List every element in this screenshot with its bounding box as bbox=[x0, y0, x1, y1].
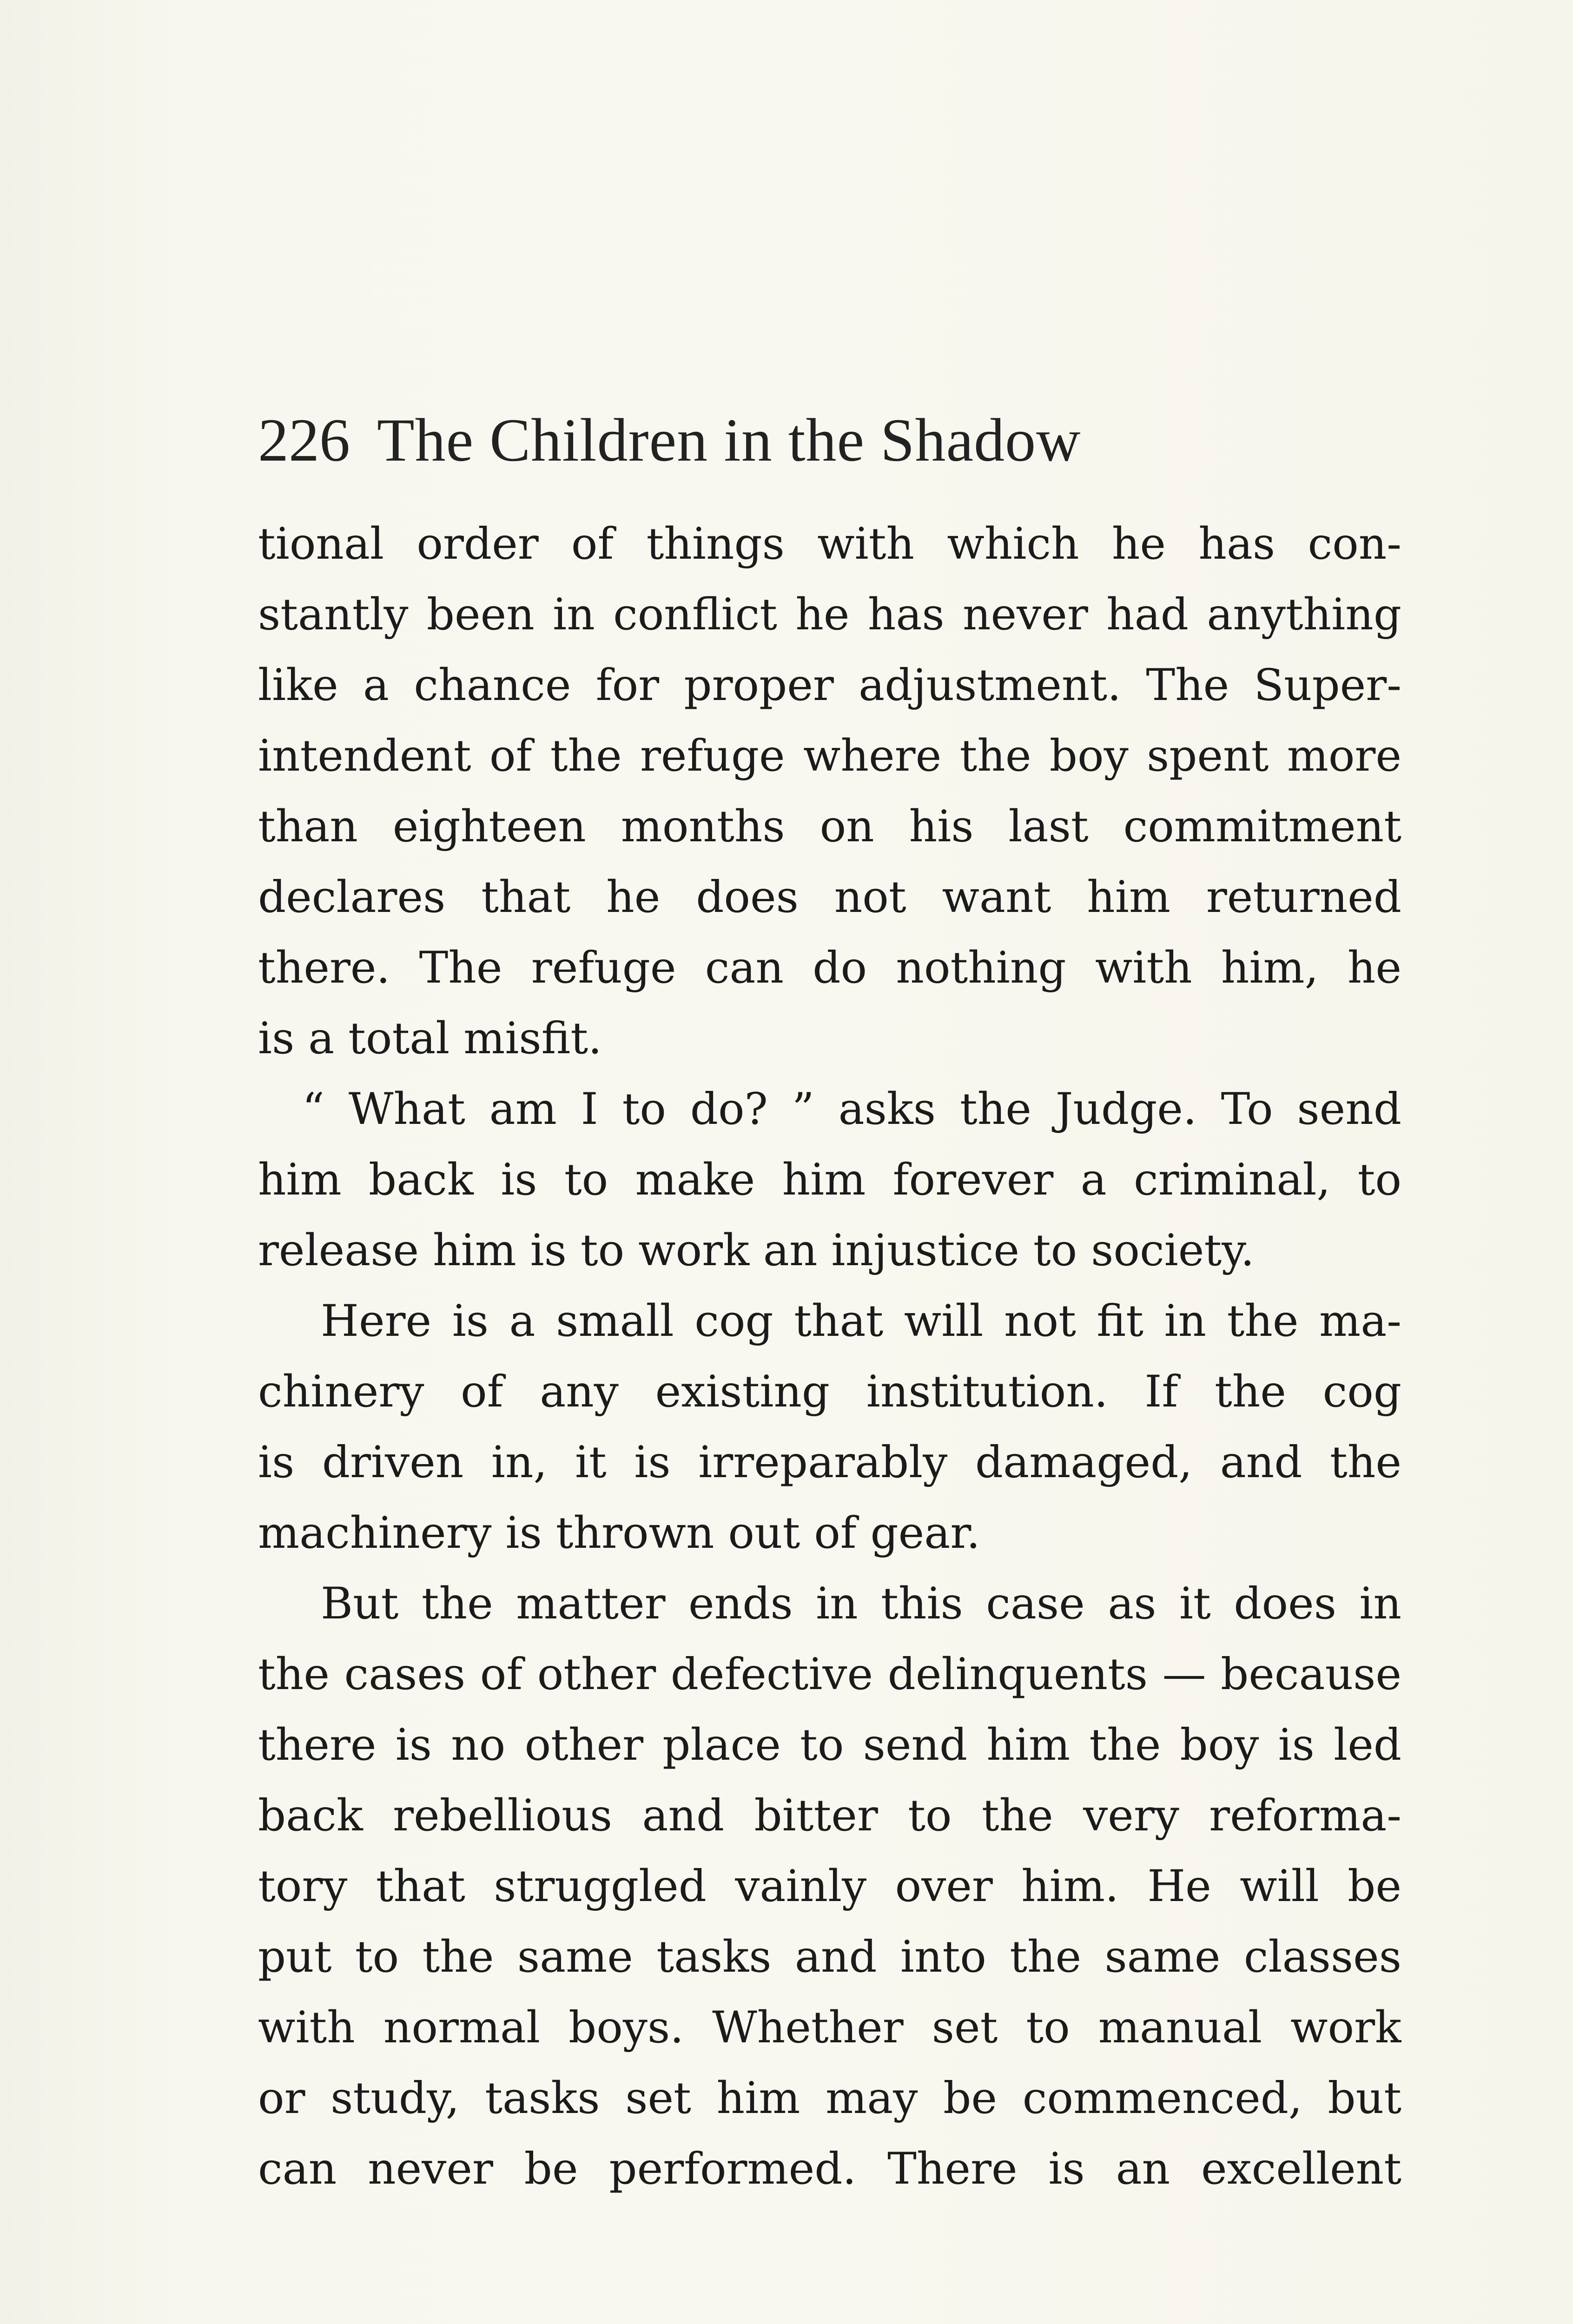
text-line: declares that he does not want him returned bbox=[258, 872, 1401, 923]
page-number: 226 bbox=[258, 406, 350, 474]
text-line: him back is to make him forever a criminal, to bbox=[258, 1155, 1401, 1205]
text-line: than eighteen months on his last commitment bbox=[258, 801, 1401, 852]
running-title: The Children in the Shadow bbox=[377, 406, 1081, 474]
text-line: But the matter ends in this case as it does in bbox=[321, 1578, 1401, 1629]
text-line: tional order of things with which he has con- bbox=[258, 519, 1401, 569]
text-line: chinery of any existing institution. If the cog bbox=[258, 1367, 1401, 1417]
text-line: is driven in, it is irreparably damaged, and the bbox=[258, 1437, 1401, 1488]
body-text bbox=[258, 509, 1401, 2205]
running-header bbox=[258, 404, 1234, 483]
text-line: “ What am I to do? ” asks the Judge. To send bbox=[302, 1084, 1401, 1135]
text-line: the cases of other defective delinquents — because bbox=[258, 1649, 1401, 1700]
text-line: release him is to work an injustice to society. bbox=[258, 1225, 1255, 1276]
text-line: with normal boys. Whether set to manual work bbox=[258, 2002, 1401, 2053]
text-line: machinery is thrown out of gear. bbox=[258, 1508, 980, 1558]
text-line: like a chance for proper adjustment. The Super- bbox=[258, 660, 1401, 711]
text-line: back rebellious and bitter to the very reforma- bbox=[258, 1790, 1401, 1841]
text-line: stantly been in conflict he has never had anything bbox=[258, 589, 1401, 640]
text-line: can never be performed. There is an excellent bbox=[258, 2144, 1401, 2194]
text-line: is a total misfit. bbox=[258, 1013, 602, 1064]
text-line: there is no other place to send him the boy is led bbox=[258, 1720, 1401, 1770]
text-line: tory that struggled vainly over him. He will be bbox=[258, 1861, 1401, 1912]
text-line: or study, tasks set him may be commenced, but bbox=[258, 2073, 1401, 2124]
text-line: put to the same tasks and into the same classes bbox=[258, 1932, 1401, 1982]
text-line: there. The refuge can do nothing with him, he bbox=[258, 943, 1401, 993]
text-line: intendent of the refuge where the boy spent more bbox=[258, 731, 1401, 781]
text-line: Here is a small cog that will not fit in the ma- bbox=[321, 1296, 1401, 1347]
